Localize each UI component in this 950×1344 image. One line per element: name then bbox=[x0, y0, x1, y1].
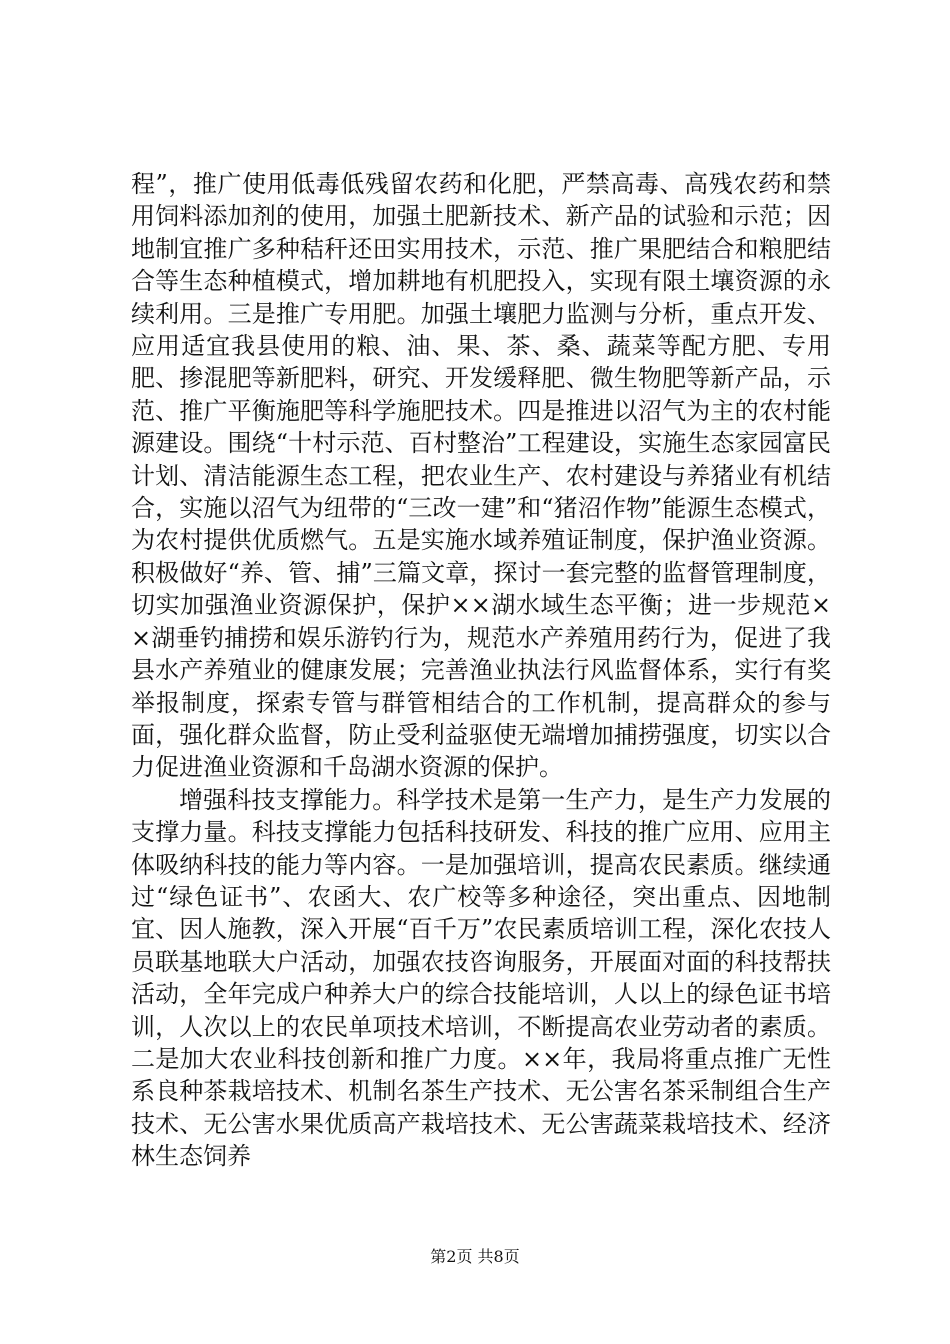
page-number: 第2页 共8页 bbox=[430, 1247, 520, 1266]
page-footer bbox=[0, 1244, 950, 1267]
document-body bbox=[131, 168, 831, 1173]
paragraph-science-support: 增强科技支撑能力。科学技术是第一生产力，是生产力发展的支撑力量。科技支撑能力包括科技研发、科技的推广应用、应用主体吸纳科技的能力等内容。一是加强培训，提高农民素质。继续通过“绿色证书”、农函大、农广校等多种途径，突出重点、因地制宜、因人施教，深入开展“百千万”农民素质培训工程，深化农技人员联基地联大户活动，加强农技咨询服务，开展面对面的科技帮扶活动，全年完成户种养大户的综合技能培训，人以上的绿色证书培训，人次以上的农民单项技术培训，不断提高农业劳动者的素质。二是加大农业科技创新和推广力度。××年，我局将重点推广无性系良种茶栽培技术、机制名茶生产技术、无公害名茶采制组合生产技术、无公害水果优质高产栽培技术、无公害蔬菜栽培技术、经济林生态饲养 bbox=[131, 785, 831, 1171]
paragraph-continuation: 程”，推广使用低毒低残留农药和化肥，严禁高毒、高残农药和禁用饲料添加剂的使用，加强土肥新技术、新产品的试验和示范；因地制宜推广多种秸秆还田实用技术，示范、推广果肥结合和粮肥结合等生态种植模式，增加耕地有机肥投入，实现有限土壤资源的永续利用。三是推广专用肥。加强土壤肥力监测与分析，重点开发、应用适宜我县使用的粮、油、果、茶、桑、蔬菜等配方肥、专用肥、掺混肥等新肥料，研究、开发缓释肥、微生物肥等新产品，示范、推广平衡施肥等科学施肥技术。四是推进以沼气为主的农村能源建设。围绕“十村示范、百村整治”工程建设，实施生态家园富民计划、清洁能源生态工程，把农业生产、农村建设与养猪业有机结合，实施以沼气为纽带的“三改一建”和“猪沼作物”能源生态模式，为农村提供优质燃气。五是实施水域养殖证制度，保护渔业资源。积极做好“养、管、捕”三篇文章，探讨一套完整的监督管理制度，切实加强渔业资源保护，保护××湖水域生态平衡；进一步规范××湖垂钓捕捞和娱乐游钓行为，规范水产养殖用药行为，促进了我县水产养殖业的健康发展；完善渔业执法行风监督体系，实行有奖举报制度，探索专管与群管相结合的工作机制，提高群众的参与面，强化群众监督，防止受利益驱使无端增加捕捞强度，切实以合力促进渔业资源和千岛湖水资源的保护。 bbox=[131, 170, 831, 782]
